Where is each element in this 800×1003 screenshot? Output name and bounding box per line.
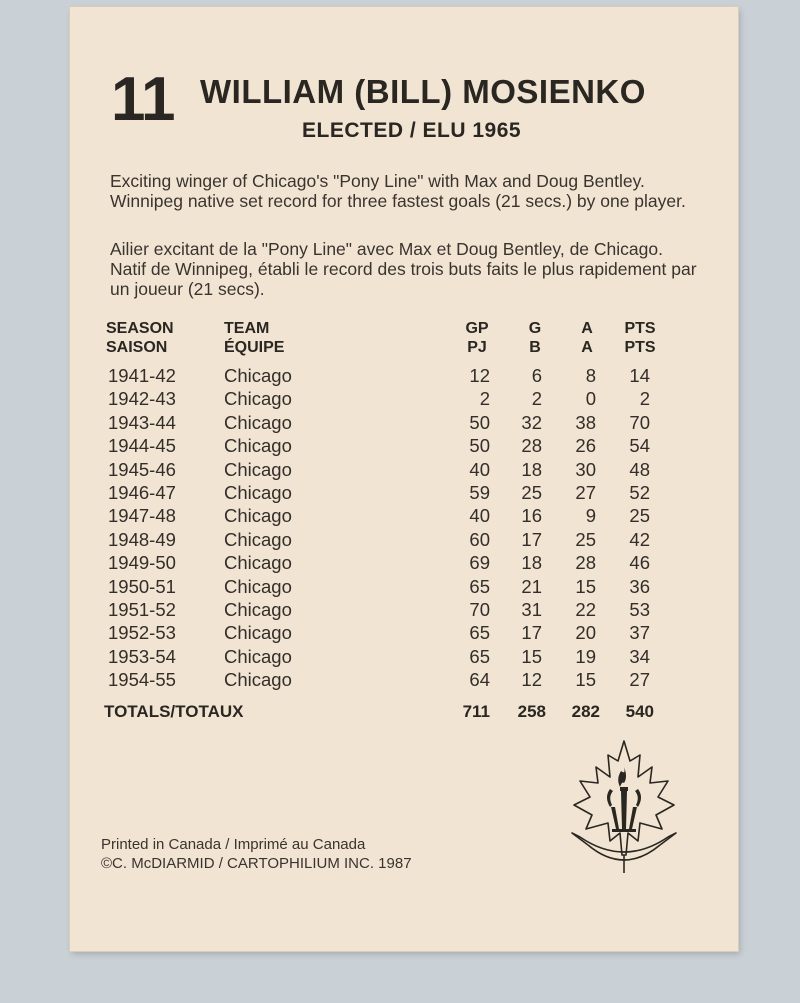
table-row: 1949-50 Chicago 69 18 28 46 xyxy=(108,552,650,574)
header-gp: GP PJ xyxy=(465,320,489,356)
table-row: 1954-55 Chicago 64 12 15 27 xyxy=(108,669,650,691)
hall-of-fame-logo-icon xyxy=(566,737,682,879)
table-row: 1941-42 Chicago 12 6 8 14 xyxy=(108,365,650,386)
trading-card-back xyxy=(70,7,738,951)
totals-assists: 282 xyxy=(571,702,600,721)
table-row: 1946-47 Chicago 59 25 27 52 xyxy=(108,481,650,503)
totals-label: TOTALS/TOTAUX xyxy=(104,702,244,721)
totals-points: 540 xyxy=(625,702,654,721)
table-row: 1945-46 Chicago 40 18 30 48 xyxy=(108,458,650,480)
totals-row xyxy=(70,702,738,726)
header-goals: G B xyxy=(528,320,542,356)
table-row: 1942-43 Chicago 2 2 0 2 xyxy=(108,388,650,410)
table-row: 1947-48 Chicago 40 16 9 25 xyxy=(108,505,650,527)
table-row: 1944-45 Chicago 50 28 26 54 xyxy=(108,435,650,457)
stats-table xyxy=(70,365,738,692)
bio-english: Exciting winger of Chicago's "Pony Line" with Max and Doug Bentley. Winnipeg native set record for three fastest goals (21 secs.) by one player. xyxy=(110,171,686,211)
header-assists: A A xyxy=(581,320,593,356)
table-row: 1948-49 Chicago 60 17 25 42 xyxy=(108,528,650,550)
table-row: 1951-52 Chicago 70 31 22 53 xyxy=(108,598,650,620)
header-team: TEAM ÉQUIPE xyxy=(224,320,285,356)
card-number: 11 xyxy=(111,65,175,134)
table-row: 1952-53 Chicago 65 17 20 37 xyxy=(108,622,650,644)
table-row: 1943-44 Chicago 50 32 38 70 xyxy=(108,411,650,433)
table-row: 1953-54 Chicago 65 15 19 34 xyxy=(108,645,650,667)
header-season: SEASON SAISON xyxy=(106,320,174,356)
totals-goals: 258 xyxy=(517,702,546,721)
totals-gp: 711 xyxy=(462,702,490,721)
player-name: WILLIAM (BILL) MOSIENKO xyxy=(200,73,646,110)
header-points: PTS PTS xyxy=(624,320,656,356)
table-row: 1950-51 Chicago 65 21 15 36 xyxy=(108,575,650,597)
bio-french: Ailier excitant de la "Pony Line" avec Max et Doug Bentley, de Chicago. Natif de Winnipeg, établi le record des trois buts faits le plus rapidement par un joueur (21 secs). xyxy=(110,239,697,299)
copyright-line: ©C. McDIARMID / CARTOPHILIUM INC. 1987 xyxy=(101,855,412,872)
elected-year: ELECTED / ELU 1965 xyxy=(302,119,522,142)
printed-in-canada: Printed in Canada / Imprimé au Canada xyxy=(101,836,366,853)
